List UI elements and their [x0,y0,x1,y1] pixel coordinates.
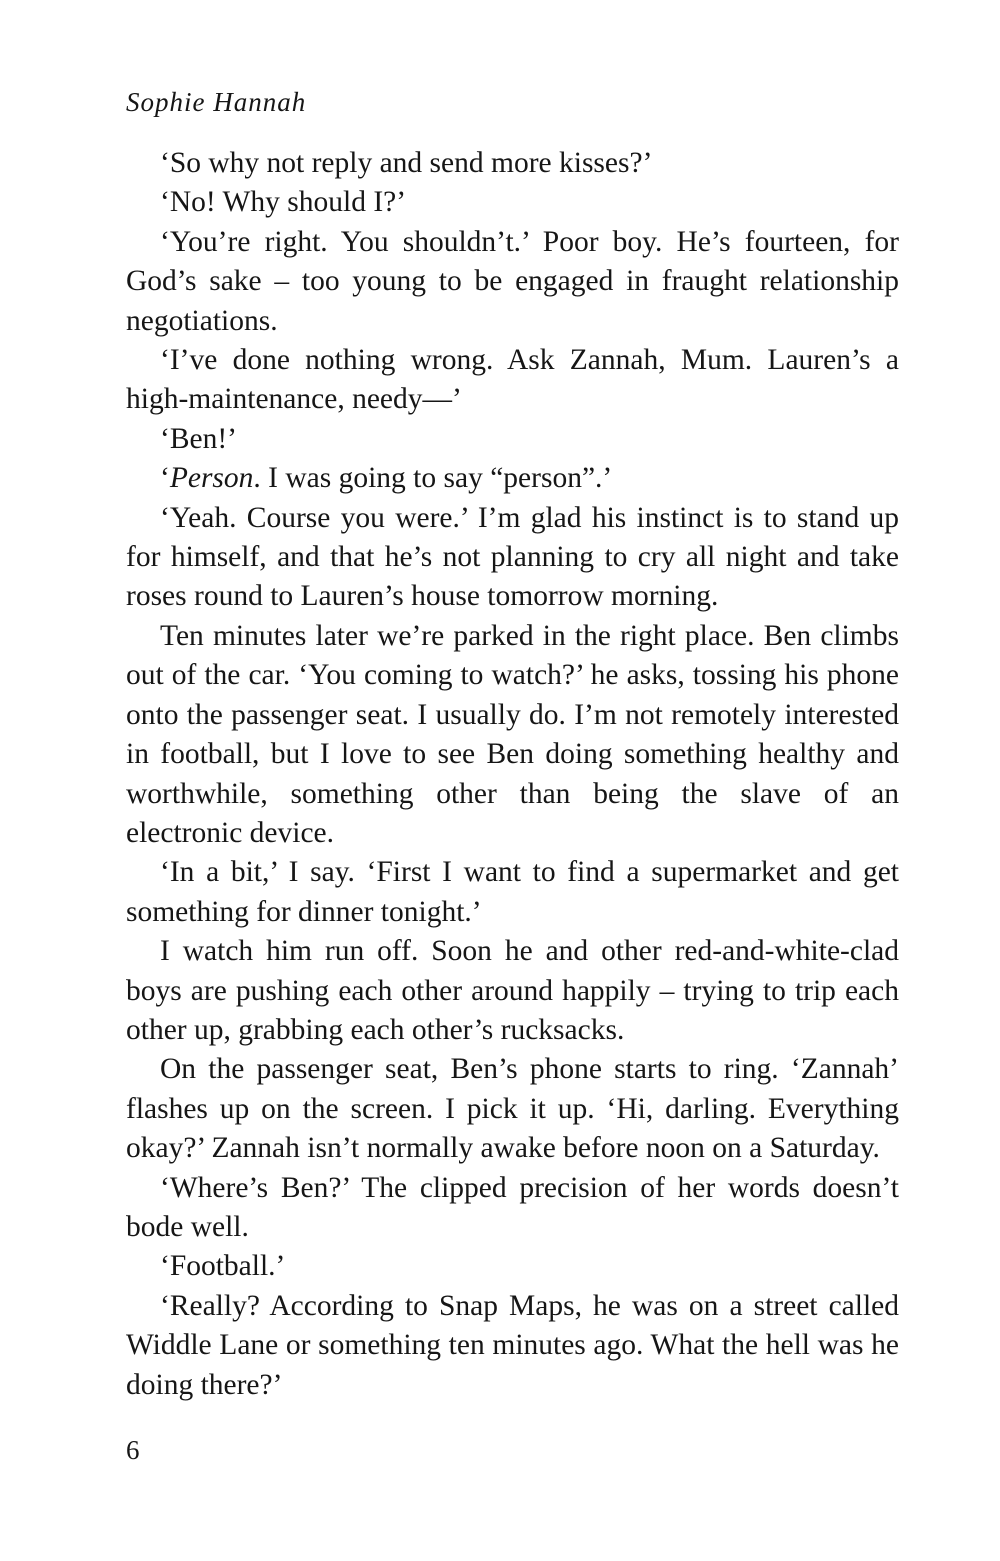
paragraph: ‘Yeah. Course you were.’ I’m glad his instinct is to stand up for himself, and that he’s not planning to cry all night and take roses round to Lauren’s house tomorrow morning. [126,501,899,613]
paragraph: ‘No! Why should I?’ [160,186,407,219]
paragraph-text-post: . I was going to say “person”.’ [253,462,613,495]
paragraph [126,459,899,498]
paragraph: ‘Football.’ [160,1250,286,1283]
paragraph: ‘You’re right. You shouldn’t.’ Poor boy. He’s fourteen, for God’s sake – too young to be engaged in fraught relationship negotiations. [126,225,899,337]
paragraph: ‘So why not reply and send more kisses?’ [160,147,653,179]
paragraph: ‘Where’s Ben?’ The clipped precision of her words doesn’t bode well. [126,1171,899,1243]
paragraph: I watch him run off. Soon he and other red-and-white-clad boys are pushing each other around happily – trying to trip each other up, grabbing each other’s rucksacks. [126,935,899,1046]
running-head-author: Sophie Hannah [126,87,307,117]
paragraph: Ten minutes later we’re parked in the right place. Ben climbs out of the car. ‘You coming to watch?’ he asks, tossing his phone onto the passenger seat. I usually do. I’m not remotely interested in football, but I love to see Ben doing something healthy and worthwhile, something other than being the slave of an electronic device. [126,619,899,849]
paragraph: ‘I’ve done nothing wrong. Ask Zannah, Mum. Lauren’s a high-maintenance, needy—’ [126,344,899,416]
paragraph: On the passenger seat, Ben’s phone starts to ring. ‘Zannah’ flashes up on the screen. I pick it up. ‘Hi, darling. Everything okay?’ Zannah isn’t normally awake before noon on a Saturday. [126,1053,899,1165]
paragraph: ‘In a bit,’ I say. ‘First I want to find a supermarket and get something for dinner tonight.’ [126,856,899,928]
paragraph-text-pre: ‘ [160,462,170,495]
paragraph: ‘Really? According to Snap Maps, he was on a street called Widdle Lane or something ten minutes ago. What the hell was he doing there?’ [126,1289,899,1401]
paragraph-text-italic: Person [169,462,254,495]
paragraph: ‘Ben!’ [160,422,237,455]
body-text [126,144,899,1405]
page-number: 6 [126,1435,140,1465]
